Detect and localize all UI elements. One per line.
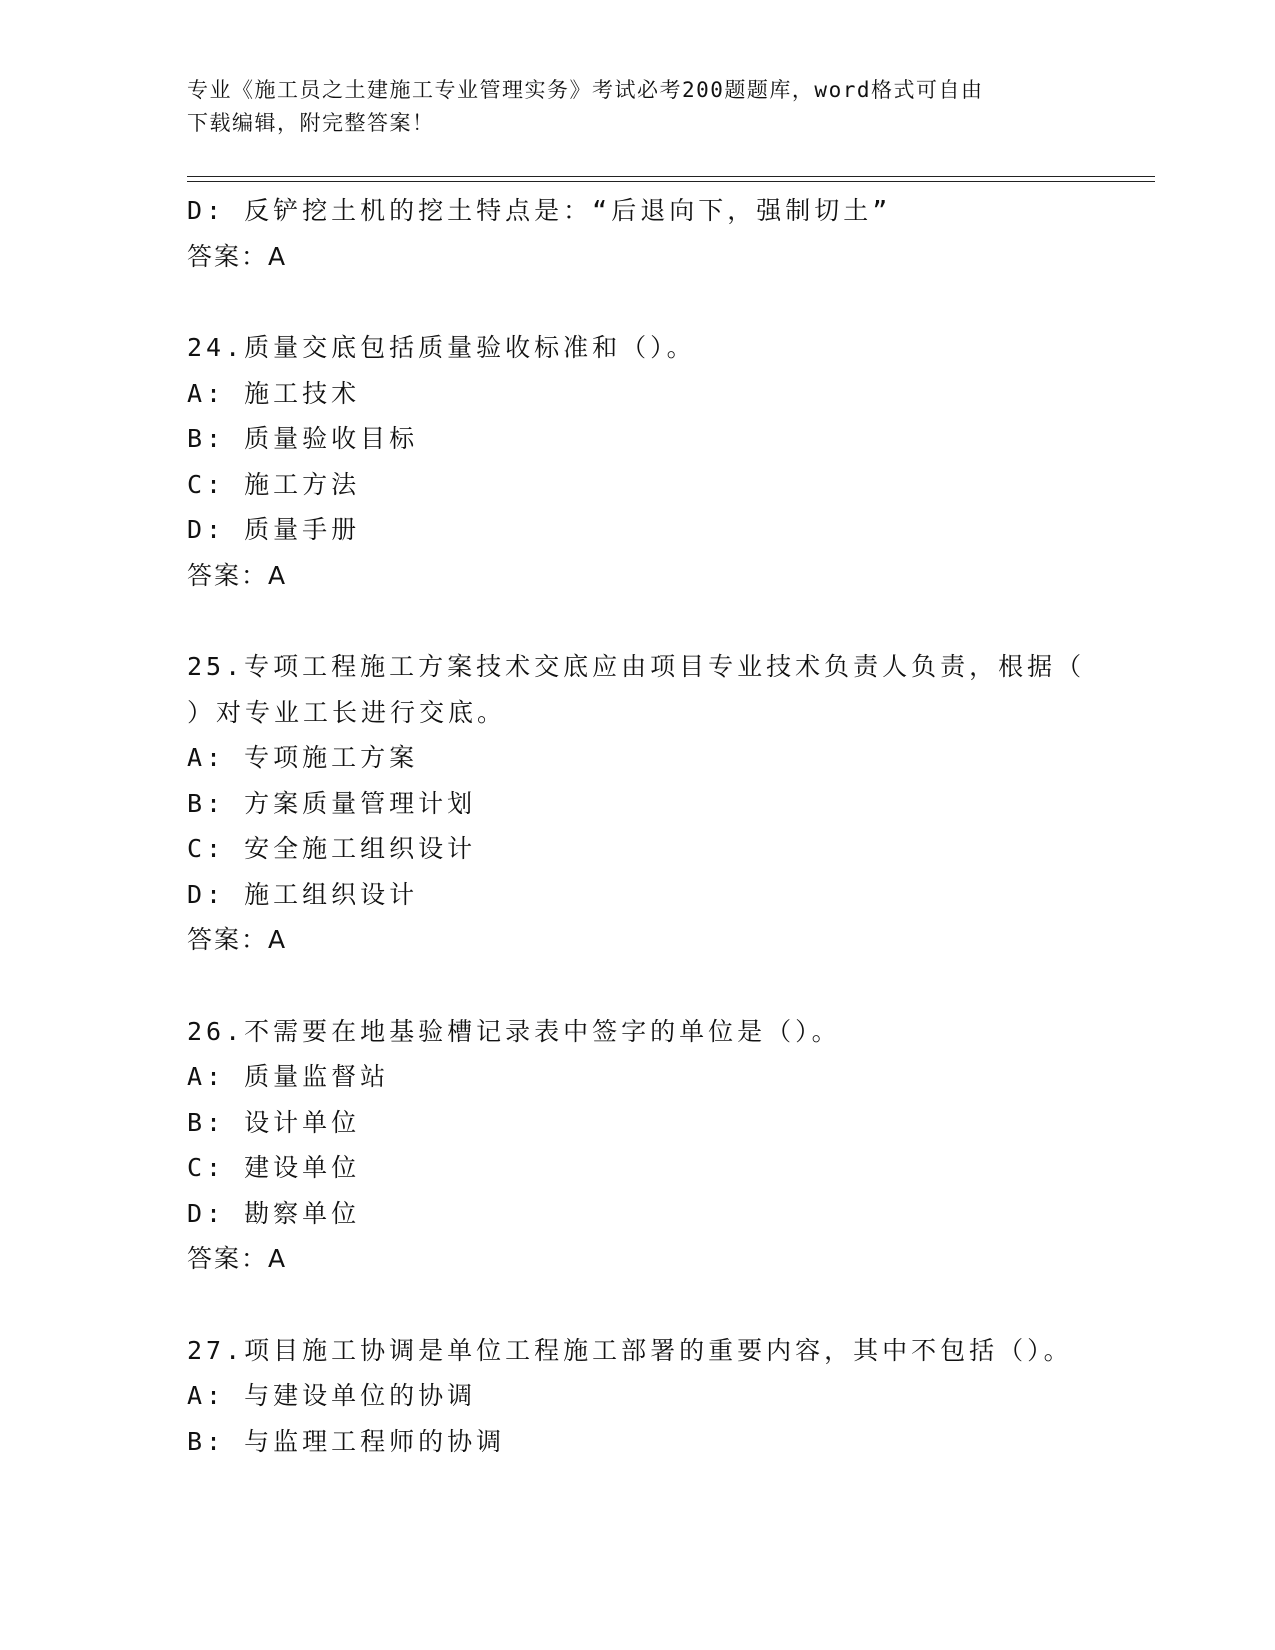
question-block-23 [187, 188, 1087, 279]
answer-line: 答案：A [187, 241, 288, 271]
answer-line: 答案：A [187, 1244, 288, 1273]
option-d: D: 质量手册 [187, 515, 361, 544]
answer-line: 答案：A [187, 925, 288, 954]
option-c: C: 安全施工组织设计 [187, 834, 477, 863]
spacer [187, 279, 1087, 325]
question-stem: 25.专项工程施工方案技术交底应由项目专业技术负责人负责，根据（ [187, 652, 1086, 681]
option-a: A: 专项施工方案 [187, 743, 419, 772]
header-divider-top [187, 176, 1155, 177]
question-block-27 [187, 1328, 1087, 1465]
header-line-1: 专业《施工员之土建施工专业管理实务》考试必考200题题库，word格式可自由 [187, 78, 984, 102]
option-d: D: 勘察单位 [187, 1198, 361, 1228]
option-c: C: 施工方法 [187, 469, 361, 499]
option-b: B: 质量验收目标 [187, 424, 419, 453]
answer-line: 答案：A [187, 560, 288, 590]
option-b: B: 与监理工程师的协调 [187, 1426, 506, 1456]
question-stem: 26.不需要在地基验槽记录表中签字的单位是（）。 [187, 1016, 841, 1046]
spacer [187, 598, 1087, 644]
question-stem: 27.项目施工协调是单位工程施工部署的重要内容，其中不包括（）。 [187, 1335, 1073, 1365]
option-b: B: 方案质量管理计划 [187, 788, 477, 818]
question-block-24 [187, 325, 1087, 598]
option-d: D: 施工组织设计 [187, 879, 419, 909]
spacer [187, 1282, 1087, 1328]
question-stem: 24.质量交底包括质量验收标准和（）。 [187, 333, 696, 362]
option-c: C: 建设单位 [187, 1153, 361, 1182]
option-a: A: 质量监督站 [187, 1062, 390, 1091]
spacer [187, 963, 1087, 1009]
question-block-26 [187, 1009, 1087, 1282]
header-divider-bottom [187, 181, 1155, 182]
option-a: A: 与建设单位的协调 [187, 1381, 477, 1410]
document-header [187, 74, 1087, 140]
question-stem-continued: ）对专业工长进行交底。 [187, 697, 507, 727]
header-line-2: 下载编辑，附完整答案！ [187, 111, 435, 135]
question-block-25 [187, 644, 1087, 963]
option-d: D: 反铲挖土机的挖土特点是：“后退向下，强制切土” [187, 196, 892, 225]
option-a: A: 施工技术 [187, 378, 361, 408]
question-list [187, 188, 1087, 1464]
option-b: B: 设计单位 [187, 1107, 361, 1137]
